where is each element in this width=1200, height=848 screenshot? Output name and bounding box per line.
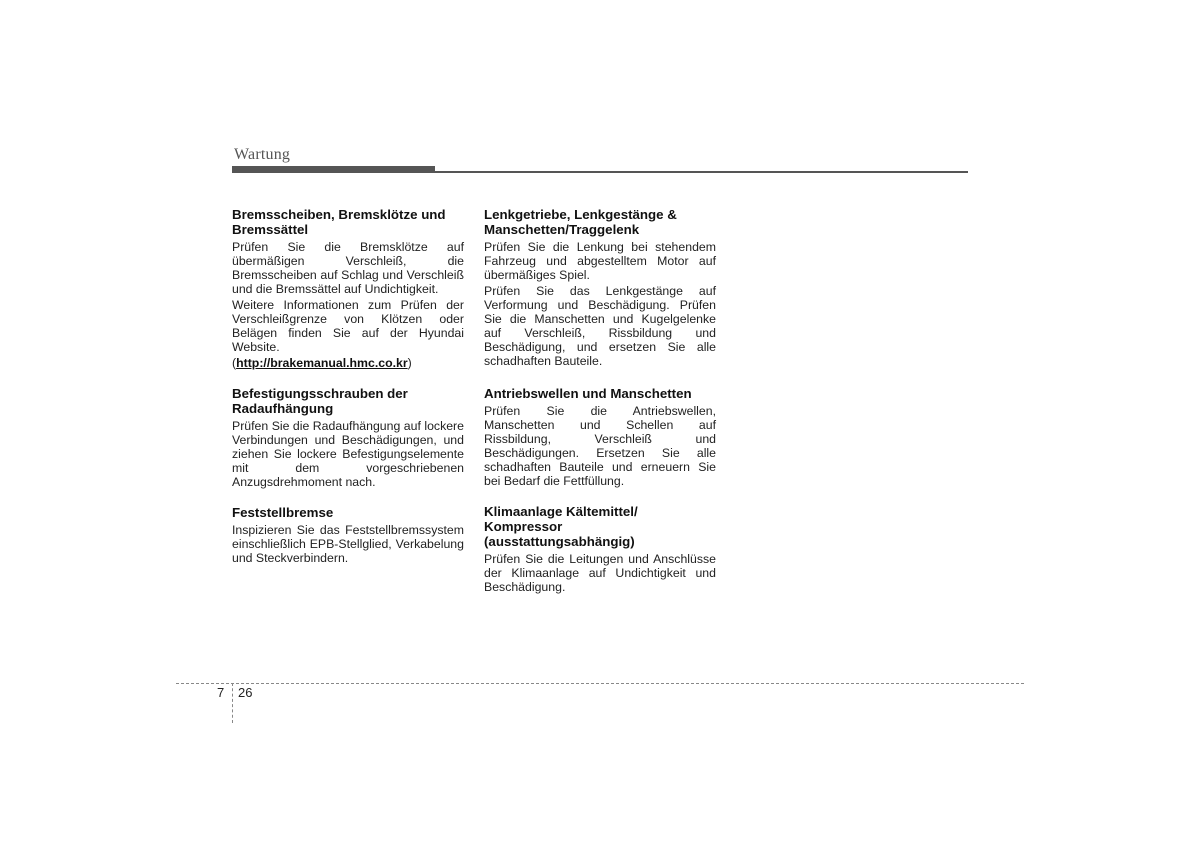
section-paragraph: Prüfen Sie die Lenkung bei stehendem Fahrzeug und abgestelltem Motor auf übermäßiges Spiel.: [484, 240, 716, 282]
footer-dashed-divider: [232, 683, 233, 723]
section-suspension: [232, 386, 464, 489]
header-rule: [232, 171, 968, 173]
section-heading: Bremsscheiben, Bremsklötze und Bremssättel: [232, 207, 446, 237]
section-drive-shafts: [484, 386, 716, 488]
footer-dashed-rule: [176, 683, 1024, 684]
right-column: [484, 207, 716, 596]
section-paragraph: Prüfen Sie die Antriebswellen, Manschetten und Schellen auf Rissbildung, Verschleiß und Beschädigungen. Ersetzen Sie alle schadhaften Bauteile und erneuern Sie bei Bedarf die Fettfüllung.: [484, 404, 716, 488]
section-paragraph: Prüfen Sie das Lenkgestänge auf Verformung und Beschädigung. Prüfen Sie die Manschetten und Kugelgelenke auf Verschleiß, Rissbildung und Beschädigung, und ersetzen Sie alle schadhaften Bauteile.: [484, 284, 716, 368]
section-brakes: [232, 207, 464, 370]
page-number: 26: [238, 685, 253, 700]
section-heading: Feststellbremse: [232, 505, 334, 520]
section-paragraph: Inspizieren Sie das Feststellbremssystem einschließlich EPB-Stellglied, Verkabelung und Steckverbindern.: [232, 523, 464, 565]
link-close-paren: ): [407, 356, 412, 370]
brake-manual-link[interactable]: http://brakemanual.hmc.co.kr: [236, 356, 408, 370]
section-steering: [484, 207, 716, 368]
section-paragraph: Prüfen Sie die Radaufhängung auf lockere Verbindungen und Beschädigungen, und ziehen Sie lockere Befestigungselemente mit dem vorgeschriebenen Anzugsdrehmoment nach.: [232, 419, 464, 489]
section-paragraph: Prüfen Sie die Bremsklötze auf übermäßigen Verschleiß, die Bremsscheiben auf Schlag und Verschleiß und die Bremssättel auf Undichtigkeit.: [232, 240, 464, 296]
section-air-conditioning: [484, 504, 716, 594]
section-parking-brake: [232, 505, 464, 565]
section-heading: Klimaanlage Kältemittel/ Kompressor (ausstattungsabhängig): [484, 504, 638, 549]
section-heading: Antriebswellen und Manschetten: [484, 386, 692, 401]
link-open-paren: (: [232, 356, 237, 370]
section-heading: Lenkgetriebe, Lenkgestänge & Manschetten/Traggelenk: [484, 207, 677, 237]
page-header-title: Wartung: [234, 146, 291, 163]
brake-manual-link-line: [232, 356, 464, 370]
section-paragraph: Prüfen Sie die Leitungen und Anschlüsse der Klimaanlage auf Undichtigkeit und Beschädigung.: [484, 552, 716, 594]
section-paragraph: Weitere Informationen zum Prüfen der Verschleißgrenze von Klötzen oder Belägen finden Sie auf der Hyundai Website.: [232, 298, 464, 354]
left-column: [232, 207, 464, 567]
section-heading: Befestigungsschrauben der Radaufhängung: [232, 386, 408, 416]
chapter-number: 7: [217, 685, 225, 700]
